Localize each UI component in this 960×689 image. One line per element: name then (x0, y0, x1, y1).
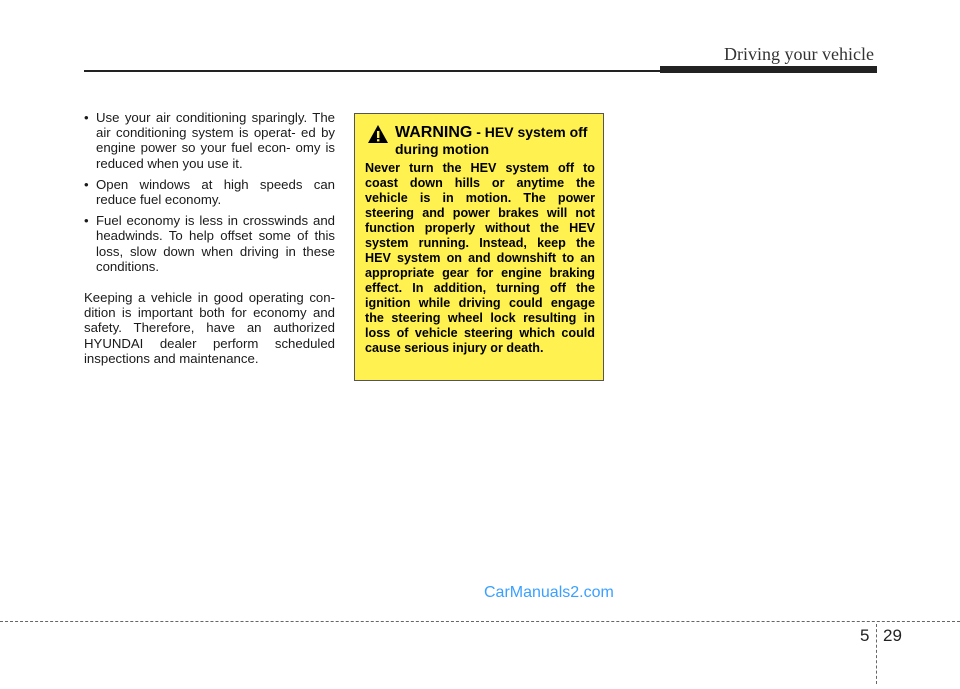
bullet-symbol: • (84, 110, 89, 125)
warning-label: WARNING (395, 124, 473, 141)
footer-divider (0, 621, 960, 622)
bullet-item (84, 213, 335, 274)
warning-heading (365, 124, 595, 157)
warning-body: Never turn the HEV system off to coast down hills or anytime the vehicle is in motion. The power steering and power brakes will not function properly without the HEV system running. Instead, keep the HEV system on and downshift to an appropriate gear for engine braking effect. In addition, turning off the ignition while driving could engage the steering wheel lock resulting in loss of vehicle steering which could cause serious injury or death. (365, 161, 595, 355)
maintenance-paragraph: Keeping a vehicle in good operating con- dition is important both for economy and safety. Therefore, have an authorized HYUNDAI dealer perform scheduled inspections and maintenance. (84, 290, 335, 366)
warning-title: - HEV system off during motion (395, 124, 588, 157)
left-column (84, 110, 335, 366)
bullet-item (84, 110, 335, 171)
page-number-separator (876, 624, 877, 684)
bullet-symbol: • (84, 213, 89, 229)
section-title: Driving your vehicle (724, 44, 874, 64)
header-rule-thin (84, 70, 660, 72)
bullet-text: Fuel economy is less in crosswinds and headwinds. To help offset some of this loss, slow down when driving in these conditions. (96, 213, 335, 274)
bullet-text: Open windows at high speeds can reduce fuel economy. (96, 176, 335, 208)
header-rule-thick (660, 66, 877, 73)
warning-triangle-icon (367, 124, 389, 144)
watermark-link[interactable]: CarManuals2.com (484, 584, 614, 601)
bullet-symbol: • (84, 176, 89, 192)
page-number: 29 (883, 626, 902, 645)
bullet-item (84, 177, 335, 207)
bullet-text: Use your air conditioning sparingly. The air conditioning system is operat- ed by engine power so your fuel econ- omy is reduced when you use it. (96, 110, 335, 171)
chapter-number: 5 (860, 626, 870, 645)
warning-box (354, 113, 604, 381)
